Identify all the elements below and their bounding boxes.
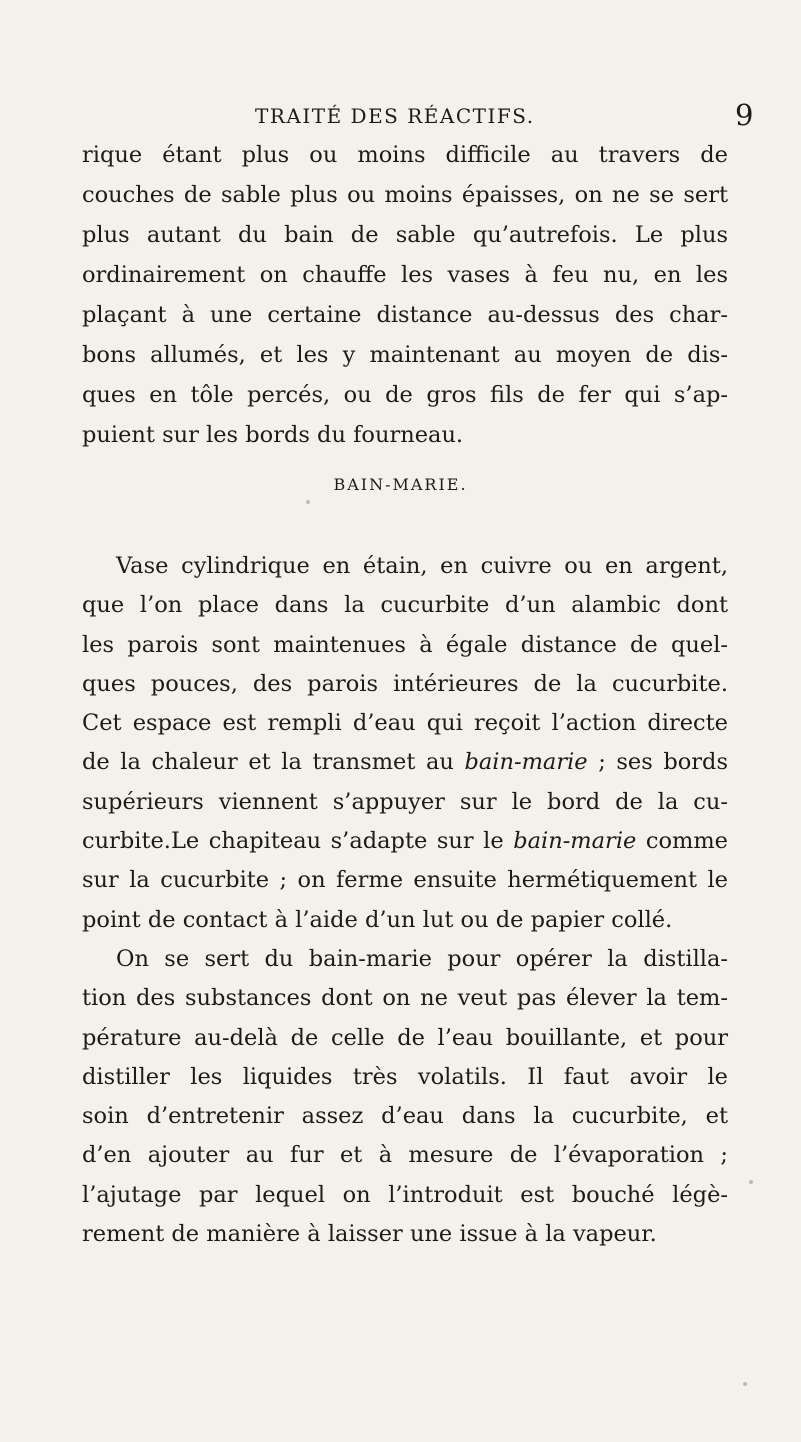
text-line: ques pouces, des parois intérieures de la cucurbite. xyxy=(82,670,728,697)
text-line: ordinairement on chauffe les vases à feu nu, en les xyxy=(82,262,728,288)
text-line: l’ajutage par lequel on l’introduit est bouché légè- xyxy=(82,1181,728,1208)
text-line: Vase cylindrique en étain, en cuivre ou en argent, xyxy=(116,553,728,579)
text-line: que l’on place dans la cucurbite d’un alambic dont xyxy=(82,592,728,619)
text-line: point de contact à l’aide d’un lut ou de papier collé. xyxy=(82,906,673,933)
text-line: supérieurs viennent s’appuyer sur le bord de la cu- xyxy=(82,788,728,815)
text-line: les parois sont maintenues à égale distance de quel- xyxy=(82,631,728,658)
text-line: ques en tôle percés, ou de gros fils de fer qui s’ap- xyxy=(82,382,728,408)
text-line: sur la cucurbite ; on ferme ensuite hermétiquement le xyxy=(82,867,728,894)
text-line: distiller les liquides très volatils. Il faut avoir le xyxy=(82,1063,728,1090)
text-line: Cet espace est rempli d’eau qui reçoit l’action directe xyxy=(82,710,728,737)
paragraph-bain-marie xyxy=(82,547,728,1254)
paper-speck xyxy=(743,1382,747,1386)
text-line: soin d’entretenir assez d’eau dans la cucurbite, et xyxy=(82,1103,728,1130)
text-run: comme xyxy=(636,828,728,855)
text-line: d’en ajouter au fur et à mesure de l’évaporation ; xyxy=(82,1142,728,1169)
text-line xyxy=(82,822,728,861)
paper-speck xyxy=(306,500,310,504)
italic-term: bain-marie xyxy=(513,828,637,855)
text-line: plus autant du bain de sable qu’autrefois. Le plus xyxy=(82,222,728,248)
text-run: ; ses bords xyxy=(587,749,728,776)
text-line: puient sur les bords du fourneau. xyxy=(82,422,464,448)
text-line: tion des substances dont on ne veut pas élever la tem- xyxy=(82,985,728,1012)
text-line: On se sert du bain-marie pour opérer la distilla- xyxy=(116,945,728,972)
page-number: 9 xyxy=(735,98,754,132)
text-run: curbite.Le chapiteau s’adapte sur le xyxy=(82,828,514,855)
text-line: pérature au-delà de celle de l’eau bouillante, et pour xyxy=(82,1024,728,1051)
text-line: plaçant à une certaine distance au-dessus des char- xyxy=(82,302,728,328)
section-heading: BAIN-MARIE. xyxy=(333,475,468,494)
paragraph-continued xyxy=(82,135,728,455)
running-title: TRAITÉ DES RÉACTIFS. xyxy=(255,104,535,128)
text-line: bons allumés, et les y maintenant au moyen de dis- xyxy=(82,342,728,368)
text-line: rique étant plus ou moins difficile au travers de xyxy=(82,142,728,168)
running-head xyxy=(0,98,801,138)
text-line: rement de manière à laisser une issue à la vapeur. xyxy=(82,1221,657,1248)
text-run: de la chaleur et la transmet au xyxy=(82,749,465,776)
paper-speck xyxy=(749,1180,753,1184)
italic-term: bain-marie xyxy=(464,749,588,776)
text-line: couches de sable plus ou moins épaisses, on ne se sert xyxy=(82,182,728,208)
text-line xyxy=(82,743,728,782)
